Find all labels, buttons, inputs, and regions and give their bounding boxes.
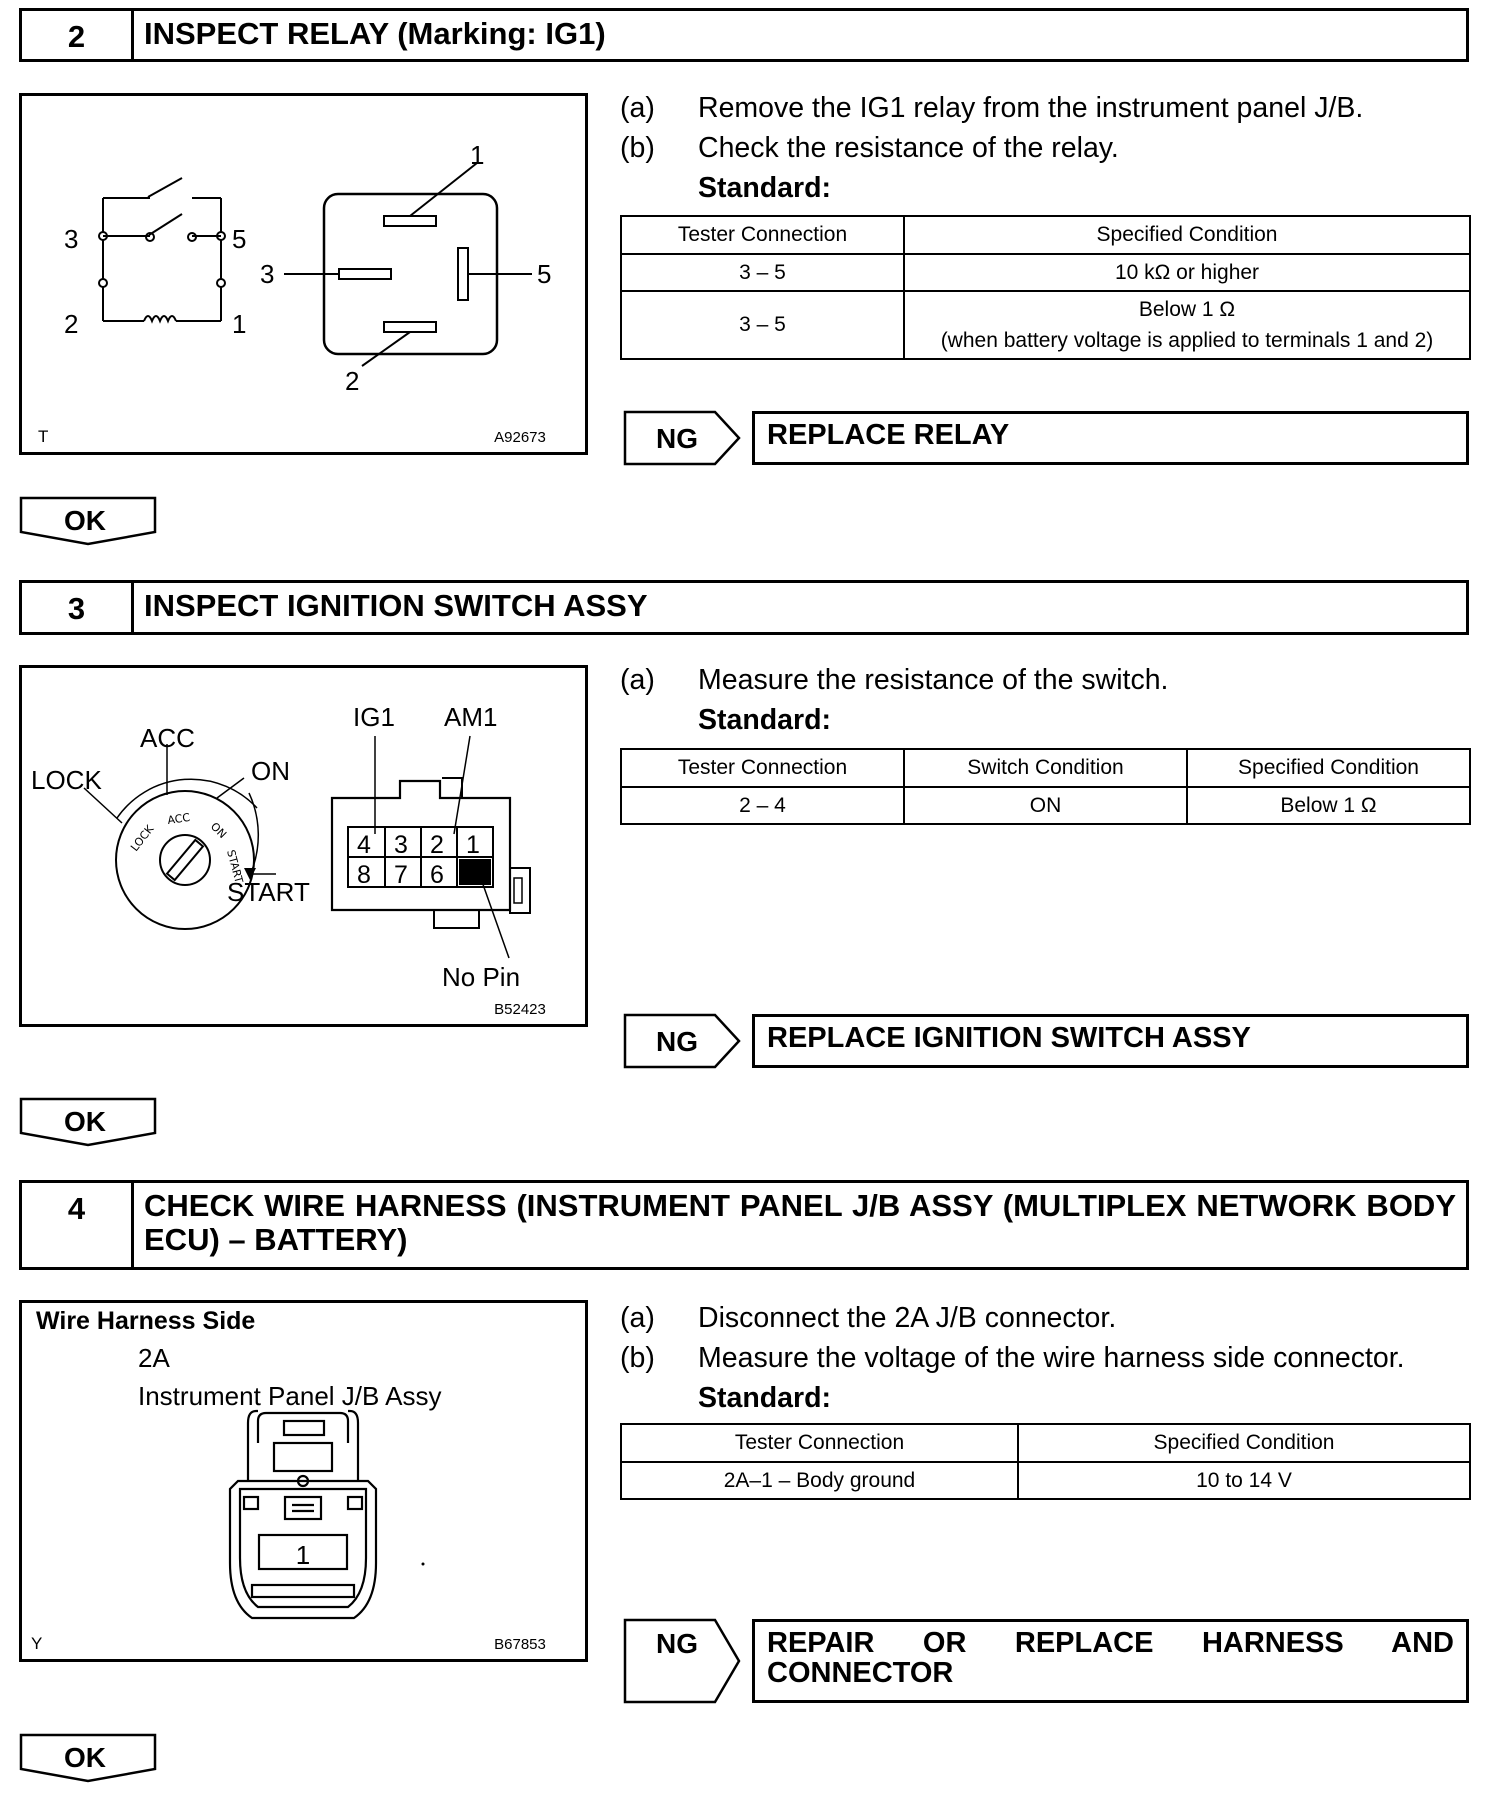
relay-spec-table: [620, 215, 1471, 360]
standard-label: Standard:: [698, 172, 832, 204]
step-number: 4: [22, 1183, 134, 1267]
table-header: Tester Connection: [621, 216, 904, 254]
harness-spec-table: [620, 1423, 1471, 1500]
connector-pin: 6: [430, 861, 444, 889]
step-3-header: [19, 580, 1469, 635]
ignition-switch-diagram: [22, 668, 585, 1024]
svg-text:LOCK: LOCK: [128, 822, 157, 854]
schematic-pin-5: 5: [232, 224, 247, 254]
step-2-header: [19, 8, 1469, 62]
svg-text:ON: ON: [207, 819, 230, 842]
instruction-item: (a) Disconnect the 2A J/B connector.: [620, 1302, 1117, 1334]
connector-name: Instrument Panel J/B Assy: [138, 1381, 442, 1411]
ng-action-box: REPLACE RELAY: [752, 411, 1469, 465]
harness-figure: [19, 1300, 588, 1662]
figure-heading: Wire Harness Side: [36, 1307, 256, 1335]
table-header: Switch Condition: [904, 749, 1187, 787]
table-header: Specified Condition: [904, 216, 1470, 254]
svg-text:ACC: ACC: [166, 810, 191, 827]
instruction-item: (a) Remove the IG1 relay from the instrument panel J/B.: [620, 92, 1364, 124]
label-no-pin: No Pin: [442, 962, 521, 992]
relay-figure: [19, 93, 588, 455]
instruction-item: (b) Check the resistance of the relay.: [620, 132, 1119, 164]
ignition-spec-table: [620, 748, 1471, 825]
relay-pin-3: 3: [260, 259, 275, 289]
connector-pin: 4: [357, 831, 371, 859]
relay-pin-1: 1: [470, 140, 485, 170]
ignition-switch-figure: [19, 665, 588, 1027]
step-number: 3: [22, 583, 134, 632]
table-row: 3 – 5 Below 1 Ω (when battery voltage is applied to terminals 1 and 2): [621, 291, 1470, 359]
step-4-header: [19, 1180, 1469, 1270]
ng-action-box: REPLACE IGNITION SWITCH ASSY: [752, 1014, 1469, 1068]
standard-label: Standard:: [698, 1382, 832, 1414]
figure-code: B52423: [494, 1001, 546, 1018]
svg-text:OK: OK: [64, 1742, 106, 1773]
relay-pin-5: 5: [537, 259, 552, 289]
step-number: 2: [22, 11, 134, 59]
step-title: CHECK WIRE HARNESS (INSTRUMENT PANEL J/B ASSY (MULTIPLEX NETWORK BODY ECU) – BATTERY): [144, 1188, 1456, 1257]
relay-pin-2: 2: [345, 366, 360, 396]
figure-code: B67853: [494, 1636, 546, 1653]
connector-id: 2A: [138, 1343, 170, 1373]
svg-text:NG: NG: [656, 1026, 698, 1057]
svg-text:OK: OK: [64, 1106, 106, 1137]
connector-pin-1: 1: [295, 1540, 311, 1570]
instruction-item: (a) Measure the resistance of the switch.: [620, 664, 1169, 696]
connector-pin: 8: [357, 861, 371, 889]
table-header: Specified Condition: [1018, 1424, 1470, 1462]
step-title: INSPECT IGNITION SWITCH ASSY: [144, 588, 648, 623]
ng-arrow: [623, 410, 743, 466]
svg-text:OK: OK: [64, 505, 106, 536]
ok-arrow: [19, 1733, 159, 1785]
schematic-pin-2: 2: [64, 309, 79, 339]
position-lock: LOCK: [31, 765, 102, 795]
standard-label: Standard:: [698, 704, 832, 736]
position-acc: ACC: [140, 723, 195, 753]
table-row: 2 – 4 ON Below 1 Ω: [621, 787, 1470, 824]
schematic-pin-3: 3: [64, 224, 79, 254]
svg-text:NG: NG: [656, 1628, 698, 1659]
instruction-item: (b) Measure the voltage of the wire harness side connector.: [620, 1342, 1405, 1374]
svg-text:NG: NG: [656, 423, 698, 454]
ng-action-box: REPAIR OR REPLACE HARNESS AND CONNECTOR: [752, 1619, 1469, 1703]
position-start: START: [227, 877, 310, 907]
figure-corner-mark: Y: [31, 1634, 43, 1653]
figure-code: A92673: [494, 429, 546, 446]
ng-arrow: [623, 1013, 743, 1069]
step-4-instructions: [620, 1298, 1405, 1418]
table-header: Specified Condition: [1187, 749, 1470, 787]
svg-text:START: START: [224, 848, 246, 885]
step-2-instructions: [620, 88, 1363, 208]
ng-arrow: [623, 1618, 743, 1704]
relay-diagram: [22, 96, 585, 452]
label-am1: AM1: [444, 702, 498, 732]
step-3-instructions: [620, 660, 1168, 740]
figure-corner-mark: T: [38, 427, 49, 446]
label-ig1: IG1: [353, 702, 395, 732]
connector-pin: 2: [430, 831, 444, 859]
ok-arrow: [19, 496, 159, 548]
connector-pin: 3: [394, 831, 408, 859]
table-row: 3 – 5 10 kΩ or higher: [621, 254, 1470, 291]
schematic-pin-1: 1: [232, 309, 247, 339]
connector-pin: 7: [394, 861, 408, 889]
table-row: 2A–1 – Body ground 10 to 14 V: [621, 1462, 1470, 1499]
position-on: ON: [251, 756, 290, 786]
ok-arrow: [19, 1097, 159, 1149]
step-title: INSPECT RELAY (Marking: IG1): [144, 16, 606, 51]
connector-pin: 1: [466, 831, 480, 859]
table-header: Tester Connection: [621, 749, 904, 787]
table-header: Tester Connection: [621, 1424, 1018, 1462]
harness-connector-diagram: [22, 1303, 585, 1659]
